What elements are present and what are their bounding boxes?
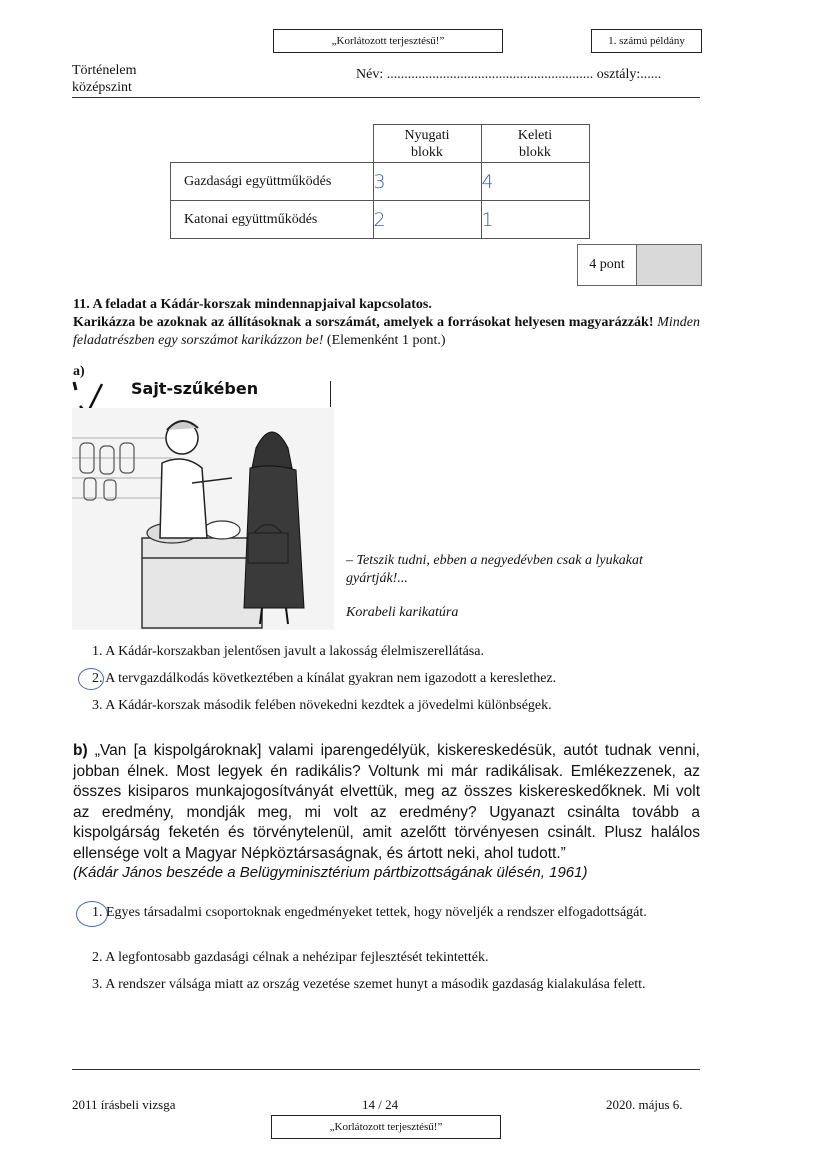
answer-west[interactable]: 3 — [373, 163, 481, 201]
cartoon-title-rule — [330, 381, 331, 407]
option-a-2[interactable]: 2. A tervgazdálkodás következtében a kínálat gyakran nem igazodott a kereslethez. — [92, 671, 557, 686]
option-b-3[interactable]: 3. A rendszer válsága miatt az ország vezetése szemet hunyt a második gazdaság kialakulása felett. — [92, 977, 646, 992]
quote-source: (Kádár János beszéde a Belügyminisztérium pártbizottságának ülésén, 1961) — [73, 864, 588, 881]
part-b-label: b) — [73, 742, 88, 759]
option-a-1[interactable]: 1. A Kádár-korszakban jelentősen javult a lakosság élelmiszerellátása. — [92, 644, 484, 659]
cartoon-source: Korabeli karikatúra — [346, 605, 459, 620]
quote-text: „Van [a kispolgároknak] valami iparengedélyük, kiskereskedésük, autót tudnak venni, jobban élnek. Most legyek én radikális? Voltunk mi már radikálisak. Emlékezzenek, az összes kisiparos munkajogosítványát elvettük, meg az összes kiskereskedőknek. Mi volt az eredmény, mondják meg, mi volt az eredmény? Ugyanazt csinálta tovább a kispolgárság feketén és törvénytelenül, amit azelőtt törvényesen csinált. Plusz halálos ellensége volt a Magyar Népköztársaságnak, és ártott neki, ahol tudott.” — [73, 742, 700, 862]
score-points: 4 pont — [578, 245, 637, 285]
quote-block — [73, 741, 700, 864]
subject-level: középszint — [72, 80, 132, 95]
cartoon-title: Sajt-szűkében — [131, 379, 259, 398]
answer-west[interactable]: 2 — [373, 201, 481, 239]
task-instructions — [73, 296, 700, 350]
instruction-tail: (Elemenként 1 pont.) — [326, 333, 446, 348]
subject-block — [72, 62, 137, 96]
blocks-table — [170, 124, 590, 239]
row-label: Katonai együttműködés — [171, 201, 374, 239]
restricted-label-top: „Korlátozott terjesztésű!” — [273, 29, 503, 53]
option-a-3[interactable]: 3. A Kádár-korszak második felében növekedni kezdtek a jövedelmi különbségek. — [92, 698, 552, 713]
cartoon-illustration — [72, 408, 334, 630]
instruction-bold: Karikázza be azoknak az állításoknak a sorszámát, amelyek a forrásokat helyesen magyarázzák! — [73, 315, 654, 330]
task-title: 11. A feladat a Kádár-korszak mindennapjaival kapcsolatos. — [73, 297, 432, 312]
header-rule — [72, 97, 700, 98]
option-b-2[interactable]: 2. A legfontosabb gazdasági célnak a nehézipar fejlesztését tekintették. — [92, 950, 489, 965]
table-row — [171, 163, 590, 201]
score-box — [577, 244, 702, 286]
footer-page: 14 / 24 — [362, 1097, 399, 1112]
copy-number-label: 1. számú példány — [591, 29, 702, 53]
option-b-1[interactable]: 1. Egyes társadalmi csoportoknak engedményeket tettek, hogy növeljék a rendszer elfogadottságát. — [92, 905, 647, 920]
name-line: Név: ........................................................... osztály:...... — [356, 67, 662, 82]
answer-east[interactable]: 1 — [481, 201, 589, 239]
instruction-italic: Minden feladatrészben egy sorszámot karikázzon be! — [73, 315, 701, 348]
table-row — [171, 201, 590, 239]
restricted-label-bottom: „Korlátozott terjesztésű!” — [271, 1115, 501, 1139]
col-east-header: Keleti blokk — [481, 125, 589, 163]
answer-east[interactable]: 4 — [481, 163, 589, 201]
footer-rule — [72, 1069, 700, 1070]
cartoon-caption: – Tetszik tudni, ebben a negyedévben csak a lyukakat gyártják!... — [346, 553, 643, 586]
part-a-label: a) — [73, 364, 85, 379]
footer-date: 2020. május 6. — [606, 1097, 683, 1112]
score-field[interactable] — [637, 245, 701, 285]
col-west-header: Nyugati blokk — [373, 125, 481, 163]
subject-name: Történelem — [72, 63, 137, 78]
row-label: Gazdasági együttműködés — [171, 163, 374, 201]
footer-exam: 2011 írásbeli vizsga — [72, 1097, 176, 1112]
